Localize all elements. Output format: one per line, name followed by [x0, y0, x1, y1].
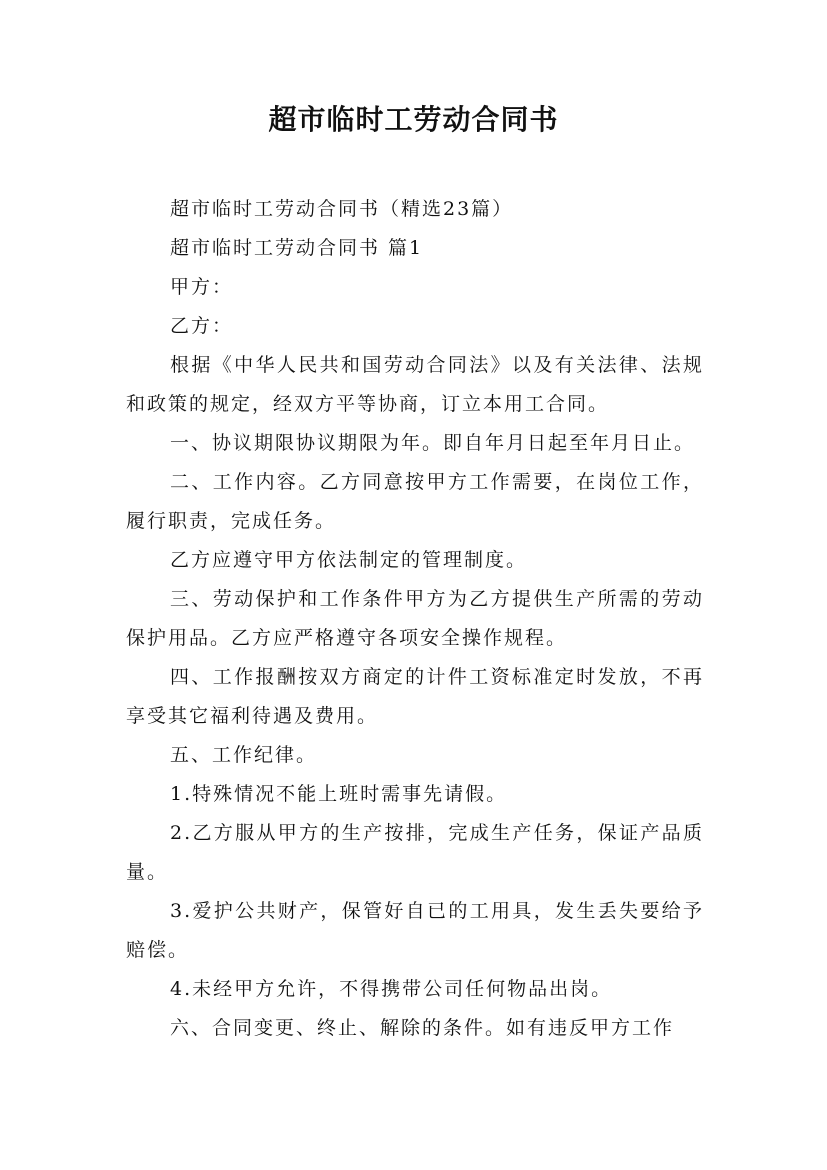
- paragraph-party-b: 乙方：: [170, 315, 234, 337]
- paragraph-party-a: 甲方：: [170, 276, 234, 298]
- paragraph-clause-2: 二、工作内容。乙方同意按甲方工作需要，在岗位工作，履行职责，完成任务。: [126, 471, 704, 532]
- paragraph-clause-5: 五、工作纪律。: [170, 744, 318, 766]
- paragraph-subtitle: 超市临时工劳动合同书（精选23篇）: [170, 198, 514, 220]
- paragraph-clause-5-item-4: 4.未经甲方允许，不得携带公司任何物品出岗。: [170, 978, 613, 1000]
- paragraph-clause-3: 三、劳动保护和工作条件甲方为乙方提供生产所需的劳动保护用品。乙方应严格遵守各项安全操作规程。: [126, 588, 704, 649]
- document-body: [126, 190, 704, 1048]
- paragraph-clause-5-item-2: 2.乙方服从甲方的生产按排，完成生产任务，保证产品质量。: [126, 822, 704, 883]
- paragraph-clause-5-item-3: 3.爱护公共财产，保管好自已的工用具，发生丢失要给予赔偿。: [126, 900, 704, 961]
- paragraph-clause-1: 一、协议期限协议期限为年。即自年月日起至年月日止。: [170, 432, 696, 454]
- paragraph-clause-5-item-1: 1.特殊情况不能上班时需事先请假。: [170, 783, 508, 805]
- paragraph-clause-6: 六、合同变更、终止、解除的条件。如有违反甲方工作: [170, 1017, 675, 1039]
- paragraph-clause-2-note: 乙方应遵守甲方依法制定的管理制度。: [170, 549, 528, 571]
- paragraph-section-heading: 超市临时工劳动合同书 篇1: [170, 237, 424, 259]
- paragraph-clause-4: 四、工作报酬按双方商定的计件工资标准定时发放，不再享受其它福利待遇及费用。: [126, 666, 704, 727]
- paragraph-preamble: 根据《中华人民共和国劳动合同法》以及有关法律、法规和政策的规定，经双方平等协商，订立本用工合同。: [126, 354, 704, 415]
- document-title: 超市临时工劳动合同书: [268, 103, 559, 136]
